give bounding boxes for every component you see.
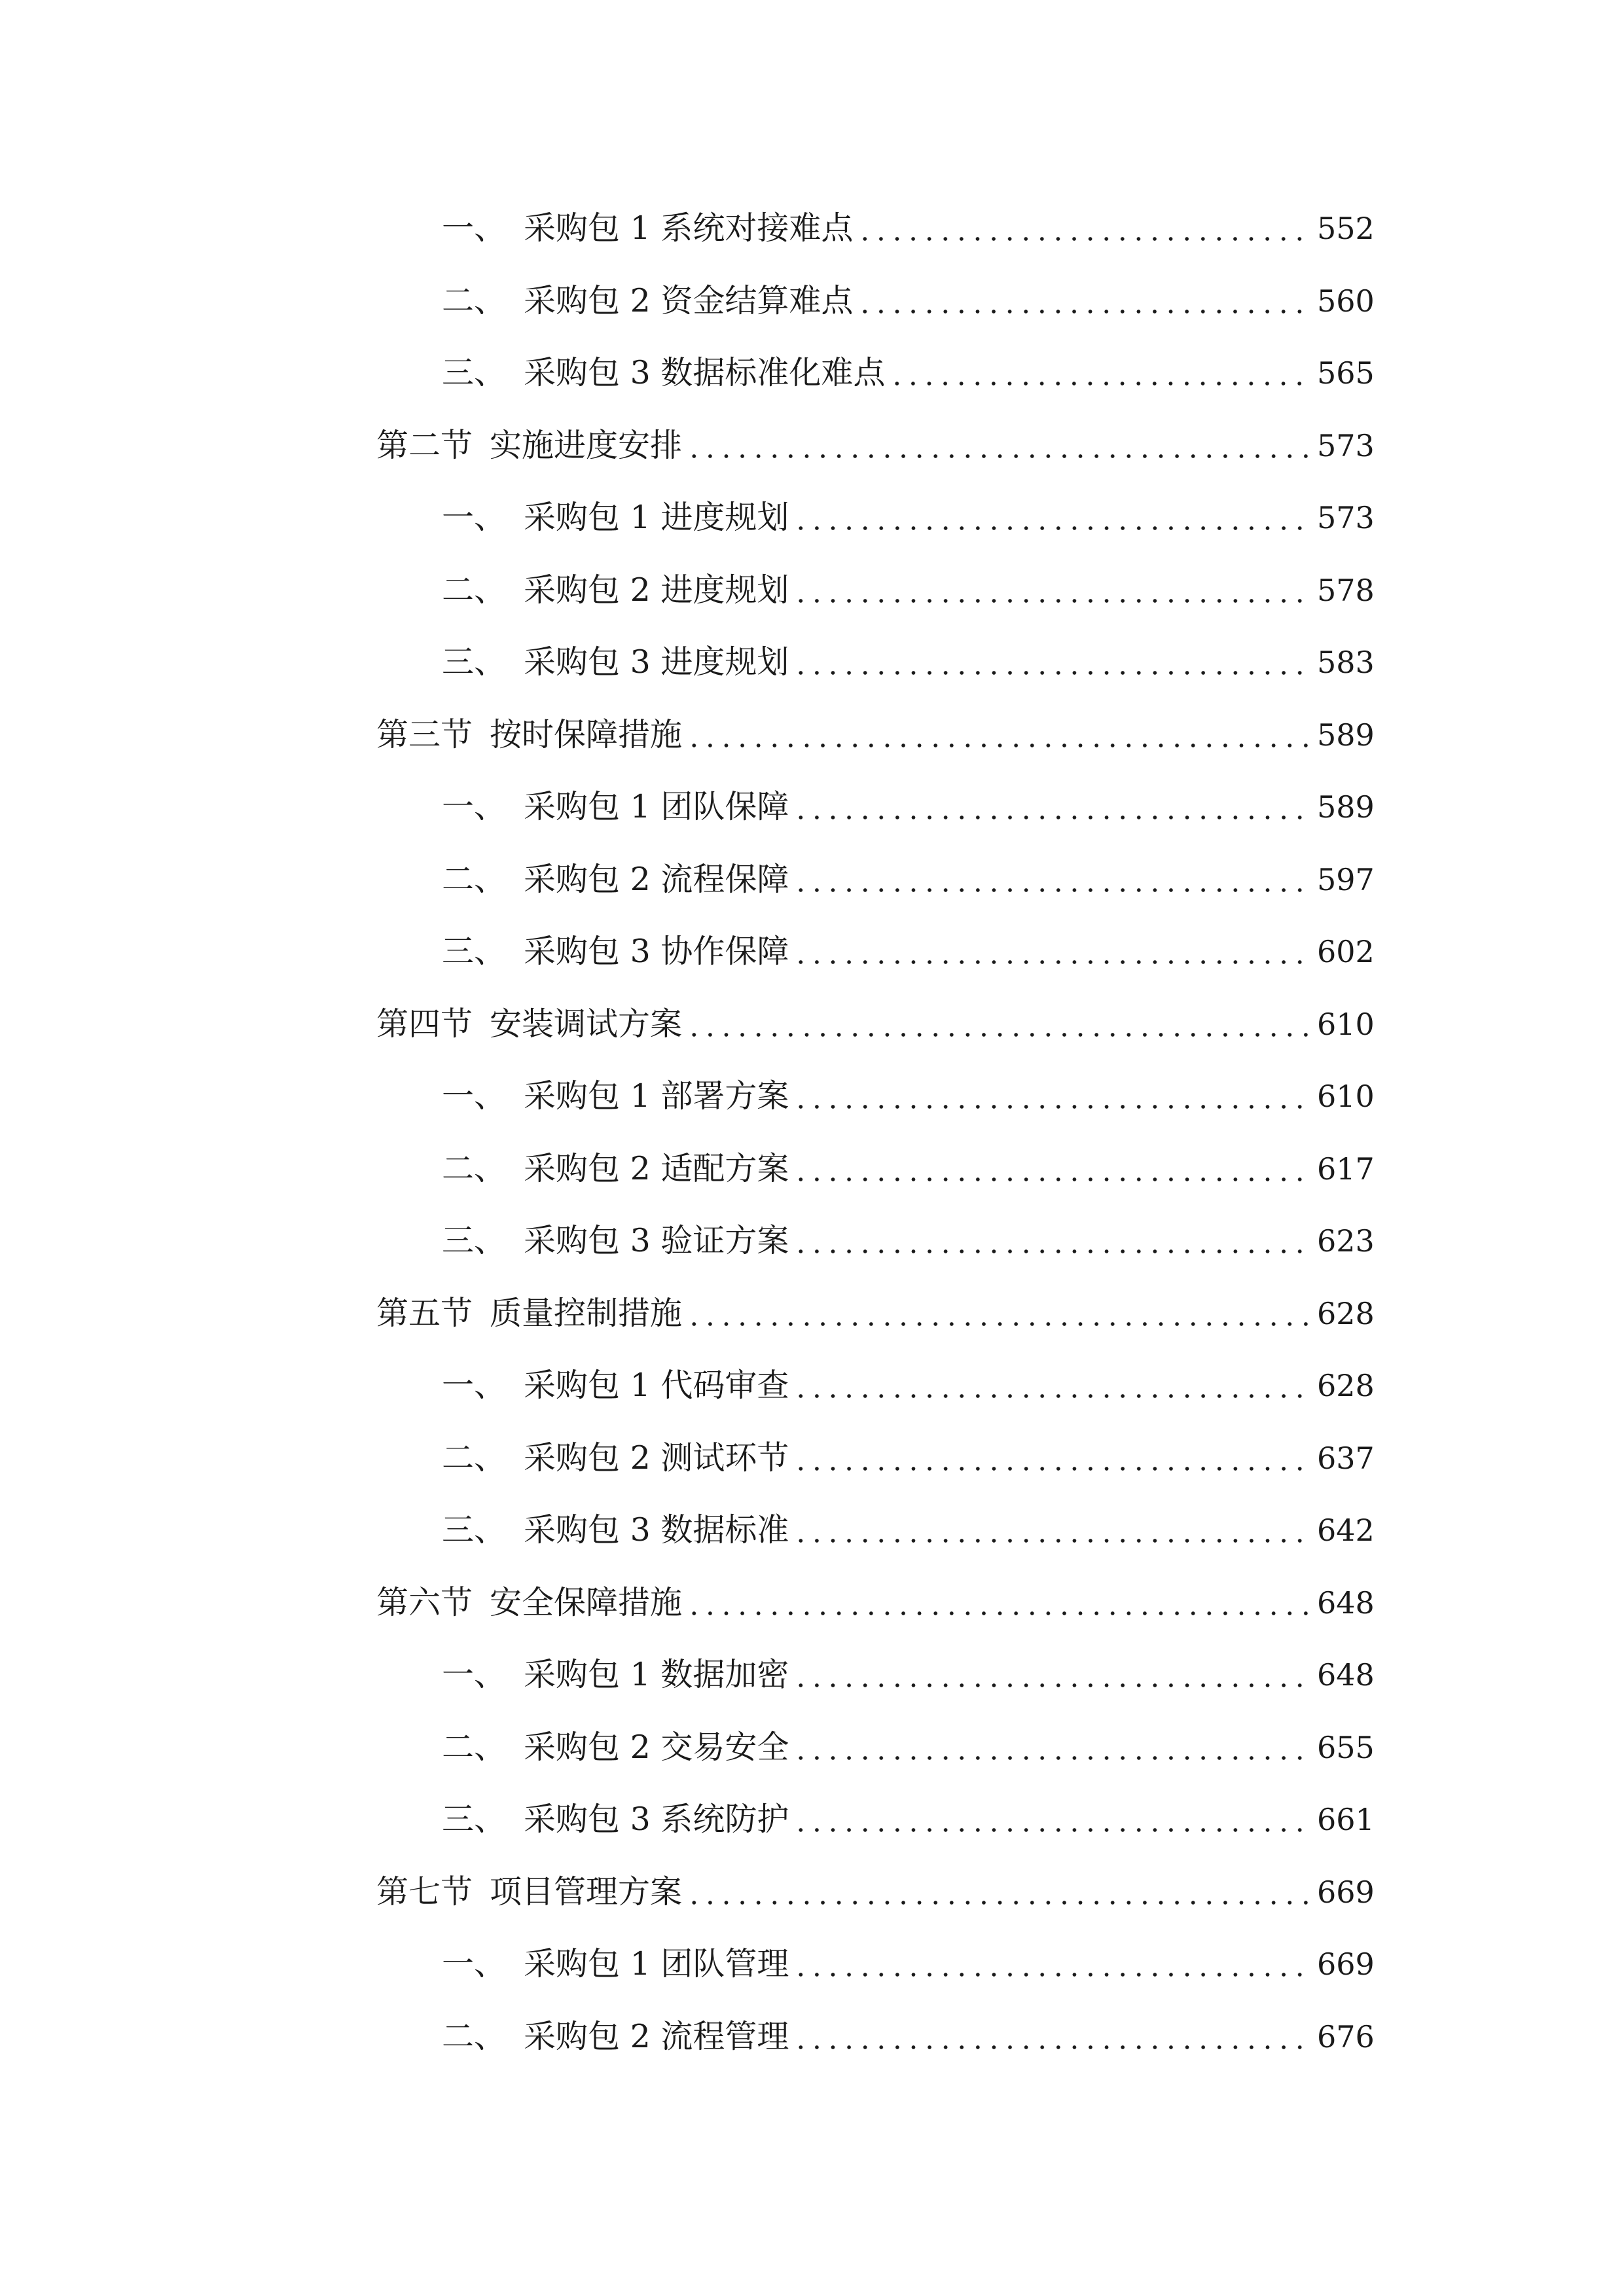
dot-leader xyxy=(793,1652,1308,1698)
toc-entry-title: 采购包 3 数据标准化难点 xyxy=(524,354,886,391)
toc-entry[interactable] xyxy=(442,1725,1373,1770)
toc-entry[interactable] xyxy=(442,639,1373,685)
toc-subsection-row[interactable] xyxy=(0,857,1624,929)
toc-subsection-row[interactable] xyxy=(0,1363,1624,1435)
toc-page-number: 610 xyxy=(1317,1006,1375,1042)
toc-entry[interactable] xyxy=(442,1218,1373,1264)
toc-page-number: 578 xyxy=(1317,572,1375,608)
toc-entry[interactable] xyxy=(442,784,1373,830)
toc-entry-number: 二、 xyxy=(442,1149,507,1187)
toc-entry-number: 第六节 xyxy=(376,1583,473,1621)
dot-leader xyxy=(793,1073,1308,1119)
toc-page-number: 623 xyxy=(1317,1223,1375,1259)
toc-entry-title: 采购包 1 进度规划 xyxy=(524,499,789,536)
toc-section-row[interactable] xyxy=(0,1580,1624,1653)
toc-page-number: 669 xyxy=(1317,1874,1375,1910)
toc-entry-number: 二、 xyxy=(442,2017,507,2055)
toc-page-number: 583 xyxy=(1317,645,1375,680)
toc-page-number: 648 xyxy=(1317,1585,1375,1621)
toc-subsection-row[interactable] xyxy=(0,1435,1624,1508)
toc-subsection-row[interactable] xyxy=(0,278,1624,351)
toc-entry[interactable] xyxy=(376,1001,1373,1047)
toc-entry[interactable] xyxy=(376,1869,1373,1915)
toc-entry[interactable] xyxy=(442,495,1373,541)
dot-leader xyxy=(686,1580,1308,1626)
dot-leader xyxy=(793,1797,1308,1842)
toc-page-number: 552 xyxy=(1317,211,1375,246)
dot-leader xyxy=(793,1218,1308,1264)
toc-page-number: 573 xyxy=(1317,500,1375,535)
toc-entry[interactable] xyxy=(442,1797,1373,1842)
toc-subsection-row[interactable] xyxy=(0,1146,1624,1219)
toc-page-number: 597 xyxy=(1317,861,1375,897)
toc-page-number: 617 xyxy=(1317,1151,1375,1187)
toc-page-number: 642 xyxy=(1317,1513,1375,1548)
toc-page-number: 602 xyxy=(1317,934,1375,969)
toc-entry-number: 三、 xyxy=(442,354,507,391)
toc-entry[interactable] xyxy=(442,857,1373,903)
toc-entry-title: 采购包 1 代码审查 xyxy=(524,1367,789,1404)
toc-page-number: 573 xyxy=(1317,427,1375,463)
toc-page-number: 610 xyxy=(1317,1079,1375,1114)
toc-entry[interactable] xyxy=(442,350,1373,396)
toc-entry-title: 采购包 3 进度规划 xyxy=(524,643,789,681)
toc-entry-title: 采购包 1 部署方案 xyxy=(524,1077,789,1115)
dot-leader xyxy=(686,1001,1308,1047)
toc-page-number: 648 xyxy=(1317,1657,1375,1693)
toc-entry-title: 项目管理方案 xyxy=(490,1873,683,1910)
toc-entry[interactable] xyxy=(376,1580,1373,1626)
toc-entry-title: 实施进度安排 xyxy=(490,426,683,464)
toc-entry[interactable] xyxy=(376,423,1373,469)
toc-subsection-row[interactable] xyxy=(0,1725,1624,1797)
dot-leader xyxy=(686,712,1308,758)
dot-leader xyxy=(793,929,1308,975)
toc-entry-title: 采购包 2 资金结算难点 xyxy=(524,281,854,319)
dot-leader xyxy=(793,1363,1308,1408)
toc-entry-title: 质量控制措施 xyxy=(490,1294,683,1332)
toc-page-number: 676 xyxy=(1317,2018,1375,2054)
dot-leader xyxy=(793,2014,1308,2060)
toc-entry-number: 二、 xyxy=(442,1439,507,1477)
toc-entry-title: 采购包 2 流程保障 xyxy=(524,860,789,898)
toc-entry-number: 一、 xyxy=(442,788,507,825)
toc-subsection-row[interactable] xyxy=(0,639,1624,712)
toc-page-number: 628 xyxy=(1317,1295,1375,1331)
toc-entry-title: 采购包 2 流程管理 xyxy=(524,2017,789,2055)
toc-subsection-row[interactable] xyxy=(0,350,1624,423)
toc-entry-number: 二、 xyxy=(442,571,507,609)
toc-entry-number: 一、 xyxy=(442,1656,507,1693)
toc-entry-number: 一、 xyxy=(442,1367,507,1404)
toc-section-row[interactable] xyxy=(0,712,1624,785)
toc-subsection-row[interactable] xyxy=(0,929,1624,1001)
dot-leader xyxy=(793,567,1308,613)
toc-entry-title: 采购包 1 团队保障 xyxy=(524,788,789,825)
toc-entry-number: 第三节 xyxy=(376,715,473,753)
toc-subsection-row[interactable] xyxy=(0,2014,1624,2087)
toc-section-row[interactable] xyxy=(0,423,1624,495)
toc-entry-title: 采购包 1 数据加密 xyxy=(524,1656,789,1693)
dot-leader xyxy=(793,1507,1308,1553)
dot-leader xyxy=(793,495,1308,541)
toc-entry-number: 第五节 xyxy=(376,1294,473,1332)
toc-entry-title: 按时保障措施 xyxy=(490,715,683,753)
toc-entry-title: 采购包 2 适配方案 xyxy=(524,1149,789,1187)
toc-section-row[interactable] xyxy=(0,1291,1624,1363)
toc-entry[interactable] xyxy=(442,929,1373,975)
toc-entry-title: 采购包 3 数据标准 xyxy=(524,1511,789,1549)
toc-entry-number: 第七节 xyxy=(376,1873,473,1910)
toc-entry[interactable] xyxy=(442,1652,1373,1698)
dot-leader xyxy=(686,423,1308,469)
toc-entry-title: 采购包 1 团队管理 xyxy=(524,1945,789,1982)
dot-leader xyxy=(793,1146,1308,1192)
toc-entry[interactable] xyxy=(442,1146,1373,1192)
toc-entry-number: 第四节 xyxy=(376,1005,473,1043)
toc-page-number: 661 xyxy=(1317,1802,1375,1837)
toc-entry-title: 安装调试方案 xyxy=(490,1005,683,1043)
toc-subsection-row[interactable] xyxy=(0,206,1624,278)
toc-entry-number: 二、 xyxy=(442,1728,507,1766)
toc-subsection-row[interactable] xyxy=(0,1218,1624,1291)
toc-entry-number: 一、 xyxy=(442,1945,507,1982)
toc-section-row[interactable] xyxy=(0,1001,1624,1074)
dot-leader xyxy=(686,1869,1308,1915)
toc-page-number: 669 xyxy=(1317,1946,1375,1982)
toc-entry-title: 采购包 3 协作保障 xyxy=(524,933,789,970)
toc-entry-title: 采购包 3 系统防护 xyxy=(524,1801,789,1838)
toc-entry[interactable] xyxy=(442,206,1373,251)
toc-entry[interactable] xyxy=(442,1363,1373,1408)
toc-entry-number: 一、 xyxy=(442,499,507,536)
toc-entry-number: 三、 xyxy=(442,1222,507,1259)
toc-section-row[interactable] xyxy=(0,1869,1624,1942)
toc-entry-number: 三、 xyxy=(442,1511,507,1549)
toc-entry[interactable] xyxy=(442,1073,1373,1119)
dot-leader xyxy=(889,350,1308,396)
dot-leader xyxy=(793,1725,1308,1770)
toc-entry-title: 采购包 2 交易安全 xyxy=(524,1728,789,1766)
toc-entry-number: 三、 xyxy=(442,933,507,970)
toc-page-number: 655 xyxy=(1317,1729,1375,1765)
toc-entry-number: 一、 xyxy=(442,209,507,247)
toc-subsection-row[interactable] xyxy=(0,1797,1624,1869)
dot-leader xyxy=(686,1291,1308,1336)
toc-subsection-row[interactable] xyxy=(0,1652,1624,1725)
toc-entry-number: 二、 xyxy=(442,860,507,898)
toc-subsection-row[interactable] xyxy=(0,1507,1624,1580)
toc-subsection-row[interactable] xyxy=(0,495,1624,567)
toc-entry-number: 第二节 xyxy=(376,426,473,464)
toc-subsection-row[interactable] xyxy=(0,1073,1624,1146)
dot-leader xyxy=(793,784,1308,830)
toc-subsection-row[interactable] xyxy=(0,784,1624,857)
toc-page-number: 589 xyxy=(1317,717,1375,753)
toc-entry[interactable] xyxy=(442,1435,1373,1481)
toc-page-number: 589 xyxy=(1317,789,1375,825)
toc-entry-number: 二、 xyxy=(442,281,507,319)
dot-leader xyxy=(793,639,1308,685)
toc-entry[interactable] xyxy=(442,1507,1373,1553)
toc-entry[interactable] xyxy=(442,567,1373,613)
toc-page-number: 565 xyxy=(1317,355,1375,391)
toc-entry[interactable] xyxy=(376,712,1373,758)
dot-leader xyxy=(857,278,1308,324)
toc-entry-number: 三、 xyxy=(442,1801,507,1838)
dot-leader xyxy=(793,1435,1308,1481)
toc-subsection-row[interactable] xyxy=(0,567,1624,640)
dot-leader xyxy=(793,857,1308,903)
toc-page-number: 628 xyxy=(1317,1368,1375,1403)
toc-entry[interactable] xyxy=(376,1291,1373,1336)
toc-page-number: 560 xyxy=(1317,283,1375,319)
toc-subsection-row[interactable] xyxy=(0,1941,1624,2014)
toc-entry[interactable] xyxy=(442,2014,1373,2060)
toc-entry-number: 一、 xyxy=(442,1077,507,1115)
toc-entry-title: 采购包 1 系统对接难点 xyxy=(524,209,854,247)
toc-entry-title: 采购包 2 进度规划 xyxy=(524,571,789,609)
toc-entry[interactable] xyxy=(442,278,1373,324)
toc-entry-title: 采购包 2 测试环节 xyxy=(524,1439,789,1477)
toc-entry[interactable] xyxy=(442,1941,1373,1987)
toc-entry-title: 采购包 3 验证方案 xyxy=(524,1222,789,1259)
toc-entry-title: 安全保障措施 xyxy=(490,1583,683,1621)
dot-leader xyxy=(857,206,1308,251)
table-of-contents xyxy=(0,206,1624,2086)
toc-entry-number: 三、 xyxy=(442,643,507,681)
toc-page-number: 637 xyxy=(1317,1440,1375,1476)
dot-leader xyxy=(793,1941,1308,1987)
